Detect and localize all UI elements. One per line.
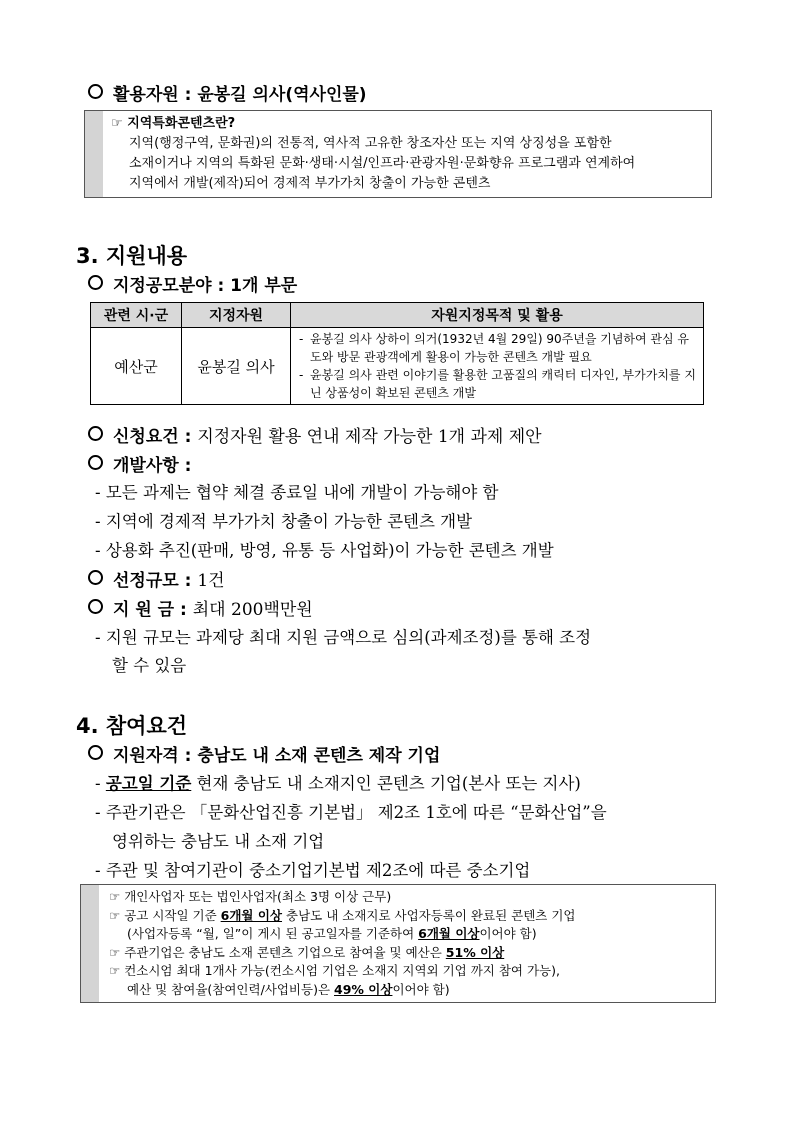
circle-bullet-icon: [88, 455, 103, 470]
qual-item: - 주관기관은 「문화산업진흥 기본법」 제2조 1호에 따른 “문화산업”을: [95, 803, 607, 822]
resource-cell: 윤봉길 의사: [182, 328, 291, 405]
note-item: ☞ 컨소시엄 최대 1개사 가능(컨소시엄 기업은 소재지 지역외 기업 까지 참여 가능),: [109, 963, 560, 978]
section-3-title: 3. 지원내용: [76, 244, 188, 268]
circle-bullet-icon: [88, 599, 103, 614]
circle-bullet-icon: [88, 84, 103, 99]
pointing-hand-icon: ☞: [109, 963, 121, 978]
note-item: ☞ 개인사업자 또는 법인사업자(최소 3명 이상 근무): [109, 889, 392, 904]
circle-bullet-icon: [88, 745, 103, 760]
table-row: [91, 328, 704, 405]
pointing-hand-icon: ☞: [111, 116, 123, 131]
fund-note-cont: 할 수 있음: [112, 656, 187, 675]
note-line: 소재이거나 지역의 특화된 문화·생태·시설/인프라·관광자원·문화향유 프로그램과 연계하여: [129, 156, 636, 171]
circle-bullet-icon: [88, 275, 103, 290]
pointing-hand-icon: ☞: [109, 907, 121, 923]
fund-line: 지 원 금 : 최대 200백만원: [88, 595, 313, 620]
pointing-hand-icon: ☞: [109, 889, 121, 904]
requirement-line: 신청요건 : 지정자원 활용 연내 제작 가능한 1개 과제 제안: [88, 422, 542, 447]
dev-item: - 지역에 경제적 부가가치 창출이 가능한 콘텐츠 개발: [95, 512, 473, 531]
note-item: ☞ 공고 시작일 기준 6개월 이상 충남도 내 소재지로 사업자등록이 완료된 콘텐츠 기업: [109, 907, 576, 923]
fund-note: - 지원 규모는 과제당 최대 지원 금액으로 심의(과제조정)를 통해 조정: [95, 628, 592, 647]
purpose-cell: [291, 328, 704, 405]
qual-item-cont: 영위하는 충남도 내 소재 기업: [112, 832, 325, 851]
region-cell: 예산군: [91, 328, 182, 405]
resource-heading: 활용자원 : 윤봉길 의사(역사인물): [88, 80, 367, 105]
table-header: 관련 시·군: [91, 303, 182, 328]
purpose-item: - 윤봉길 의사 상하이 의거(1932년 4월 29일) 90주년을 기념하여 관심 유도와 방문 관광객에게 활용이 가능한 콘텐츠 개발 필요: [297, 330, 697, 366]
purpose-item: - 윤봉길 의사 관련 이야기를 활용한 고품질의 캐릭터 디자인, 부가가치를 지닌 상품성이 확보된 콘텐츠 개발: [297, 366, 697, 402]
pointing-hand-icon: ☞: [109, 944, 121, 960]
note-item-cont: 예산 및 참여율(참여인력/사업비등)은 49% 이상이어야 함): [127, 981, 450, 997]
circle-bullet-icon: [88, 426, 103, 441]
dev-item: - 모든 과제는 협약 체결 종료일 내에 개발이 가능해야 함: [95, 483, 499, 502]
qual-item: - 주관 및 참여기관이 중소기업기본법 제2조에 따른 중소기업: [95, 861, 531, 880]
development-heading: 개발사항 :: [88, 451, 191, 476]
dev-item: - 상용화 추진(판매, 방영, 유통 등 사업화)이 가능한 콘텐츠 개발: [95, 541, 554, 560]
section-4-title: 4. 참여요건: [76, 714, 188, 738]
note-item-cont: (사업자등록 “월, 일”이 게시 된 공고일자를 기준하여 6개월 이상이어야 함): [127, 926, 537, 941]
note-line: 지역(행정구역, 문화권)의 전통적, 역사적 고유한 창조자산 또는 지역 상징성을 포함한: [129, 136, 612, 151]
note-line: 지역에서 개발(제작)되어 경제적 부가가치 창출이 가능한 콘텐츠: [129, 176, 491, 191]
eligibility-note: [80, 884, 716, 1003]
circle-bullet-icon: [88, 570, 103, 585]
regional-content-note: [84, 110, 712, 198]
field-heading: 지정공모분야 : 1개 부문: [88, 271, 297, 296]
table-header: 지정자원: [182, 303, 291, 328]
resource-table: [90, 302, 704, 405]
note-item: ☞ 주관기업은 충남도 소재 콘텐츠 기업으로 참여율 및 예산은 51% 이상: [109, 944, 505, 960]
qual-item: - 공고일 기준 현재 충남도 내 소재지인 콘텐츠 기업(본사 또는 지사): [95, 774, 581, 793]
note-title: 지역특화콘텐츠란?: [127, 116, 236, 131]
qualification-heading: 지원자격 : 충남도 내 소재 콘텐츠 제작 기업: [88, 741, 440, 766]
scale-line: 선정규모 : 1건: [88, 566, 225, 591]
table-header: 자원지정목적 및 활용: [291, 303, 704, 328]
